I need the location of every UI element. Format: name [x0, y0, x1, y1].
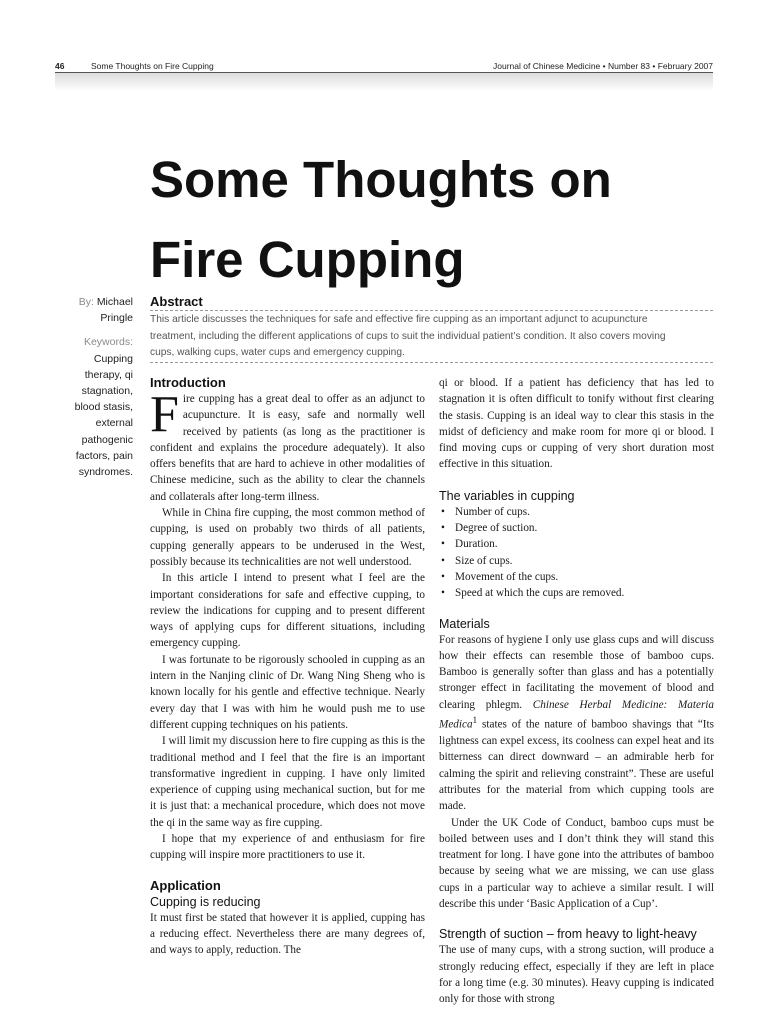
- running-title: Some Thoughts on Fire Cupping: [91, 61, 214, 71]
- body-paragraph: I was fortunate to be rigorously schooled in cupping as an intern in the Nanjing clinic of Dr. Wang Ning Sheng who is known locally for his gentle and effective technique. Nearly every day that I was with him he would push me to use different cupping techniques on his patients.: [150, 653, 425, 731]
- abstract-top-rule: [150, 310, 713, 311]
- body-paragraph: qi or blood. If a patient has deficiency that has led to stagnation it is often difficult to tonify without first clearing the stasis. Cupping is an ideal way to clear this stasis in the midst of deficiency and make room for more qi or blood. I find moving cups or cupping of very short duration most effective in this situation.: [439, 377, 714, 471]
- right-text-column: [439, 375, 714, 1008]
- variables-heading: The variables in cupping: [439, 488, 575, 503]
- footnote-marker: 1: [472, 716, 478, 727]
- running-header: [55, 58, 713, 72]
- article-title: [150, 140, 710, 300]
- keyword-line: therapy, qi: [84, 368, 133, 381]
- abstract-line: This article discusses the techniques for safe and effective fire cupping as an important adjunct to acupuncture: [150, 314, 648, 325]
- author-last-name: Pringle: [100, 312, 133, 325]
- body-paragraph: It must first be stated that however it is applied, cupping has a reducing effect. Nevertheless there are many degrees of, and ways to apply, reduction. The: [150, 911, 425, 957]
- materials-text: For reasons of hygiene I only use glass cups and will discuss how their effects can resemble those of bamboo cups. Bamboo is generally softer than glass and has a potentially stronger effect in facilitating the movement of blood and clearing phlegm.: [439, 633, 714, 711]
- title-line-2: Fire Cupping: [150, 231, 465, 288]
- abstract-heading: Abstract: [150, 294, 203, 309]
- abstract-body: [150, 312, 713, 362]
- drop-cap: F: [150, 386, 179, 443]
- application-heading: Application: [150, 877, 221, 893]
- keyword-line: pathogenic: [81, 433, 133, 446]
- list-item: • Duration.: [439, 536, 714, 552]
- intro-paragraph-text: ire cupping has a great deal to offer as an adjunct to acupuncture. It is easy, safe and normally well received by patients (as long as the practitioner is confident and explains the procedure adequately). It also offers benefits that are hard to achieve in other modalities of Chinese medicine, such as the ability to clear the channels and collaterals after long-term illness.: [150, 393, 425, 503]
- list-item: • Size of cups.: [439, 553, 714, 569]
- header-shade-band: [55, 73, 713, 91]
- list-item: • Movement of the cups.: [439, 569, 714, 585]
- body-paragraph: Under the UK Code of Conduct, bamboo cups must be boiled between uses and I don’t think they will stand this treatment for long. I have gone into the attributes of bamboo because by seeing what we are missing, we can use glass cups in a particular way to achieve a similar result. I will describe this under ‘Basic Application of a Cup’.: [439, 816, 714, 911]
- reducing-subheading: Cupping is reducing: [150, 894, 261, 909]
- intro-paragraph: [150, 386, 425, 505]
- strength-heading: Strength of suction – from heavy to light-heavy: [439, 927, 697, 942]
- keyword-line: blood stasis,: [74, 401, 133, 414]
- body-paragraph: I will limit my discussion here to fire cupping as this is the traditional method and I feel that the fire is an important transformative ingredient in cupping. I have only limited experience of cupping using mechanical suction, but for me it is just that: a mechanical procedure, which does not move the qi in the same way as fire cupping.: [150, 735, 425, 829]
- body-paragraph: [439, 632, 714, 815]
- abstract-line: treatment, including the different applications of cups to suit the individual patient’s condition. It also covers moving: [150, 330, 666, 342]
- reference-title: Chinese Herbal Medicine: Materia Medica: [439, 698, 714, 731]
- keyword-line: stagnation,: [81, 385, 133, 398]
- body-paragraph: In this article I intend to present what I feel are the important considerations for safe and effective cupping, to review the indications for cupping and to present different ways of applying cups for different situations, including emergency cupping.: [150, 572, 425, 650]
- keyword-line: syndromes.: [78, 466, 133, 479]
- body-paragraph: While in China fire cupping, the most common method of cupping, is used on probably two thirds of all patients, cupping generally appears to be underused in the West, possibly because its technicalities are not well understood.: [150, 507, 425, 568]
- abstract-line: cups, walking cups, water cups and emergency cupping.: [150, 347, 405, 359]
- keyword-line: factors, pain: [75, 449, 133, 462]
- page-number: 46: [55, 61, 65, 71]
- introduction-heading: Introduction: [150, 375, 226, 390]
- journal-info: Journal of Chinese Medicine • Number 83 • February 2007: [493, 61, 713, 71]
- body-paragraph: The use of many cups, with a strong suction, will produce a strongly reducing effect, especially if they are left in place for a long time (e.g. 30 minutes). Heavy cupping is indicated only for those with strong: [439, 944, 714, 1006]
- by-label: By:: [78, 296, 94, 308]
- keyword-line: external: [95, 417, 133, 430]
- list-item: • Number of cups.: [439, 504, 714, 520]
- materials-text: states of the nature of bamboo shavings that “Its lightness can expel excess, its coolness can expel heat and its bitterness can direct downward – an admirable herb for calming the spirit and relieving constraint”. These are useful attributes for the material from which cupping tools are made.: [439, 718, 714, 813]
- left-text-column: [150, 375, 425, 959]
- title-line-1: Some Thoughts on: [150, 151, 612, 208]
- list-item: • Speed at which the cups are removed.: [439, 585, 714, 601]
- author-sidebar: [55, 294, 133, 480]
- keyword-line: Cupping: [93, 352, 133, 365]
- list-item: • Degree of suction.: [439, 520, 714, 536]
- materials-heading: Materials: [439, 616, 490, 631]
- body-paragraph: I hope that my experience of and enthusiasm for fire cupping will inspire more practitioners to use it.: [150, 833, 425, 862]
- keywords-label: Keywords:: [83, 336, 133, 349]
- abstract-bottom-rule: [150, 362, 713, 363]
- variables-list: [439, 504, 714, 602]
- author-first-name: Michael: [96, 296, 133, 308]
- byline: [55, 294, 133, 310]
